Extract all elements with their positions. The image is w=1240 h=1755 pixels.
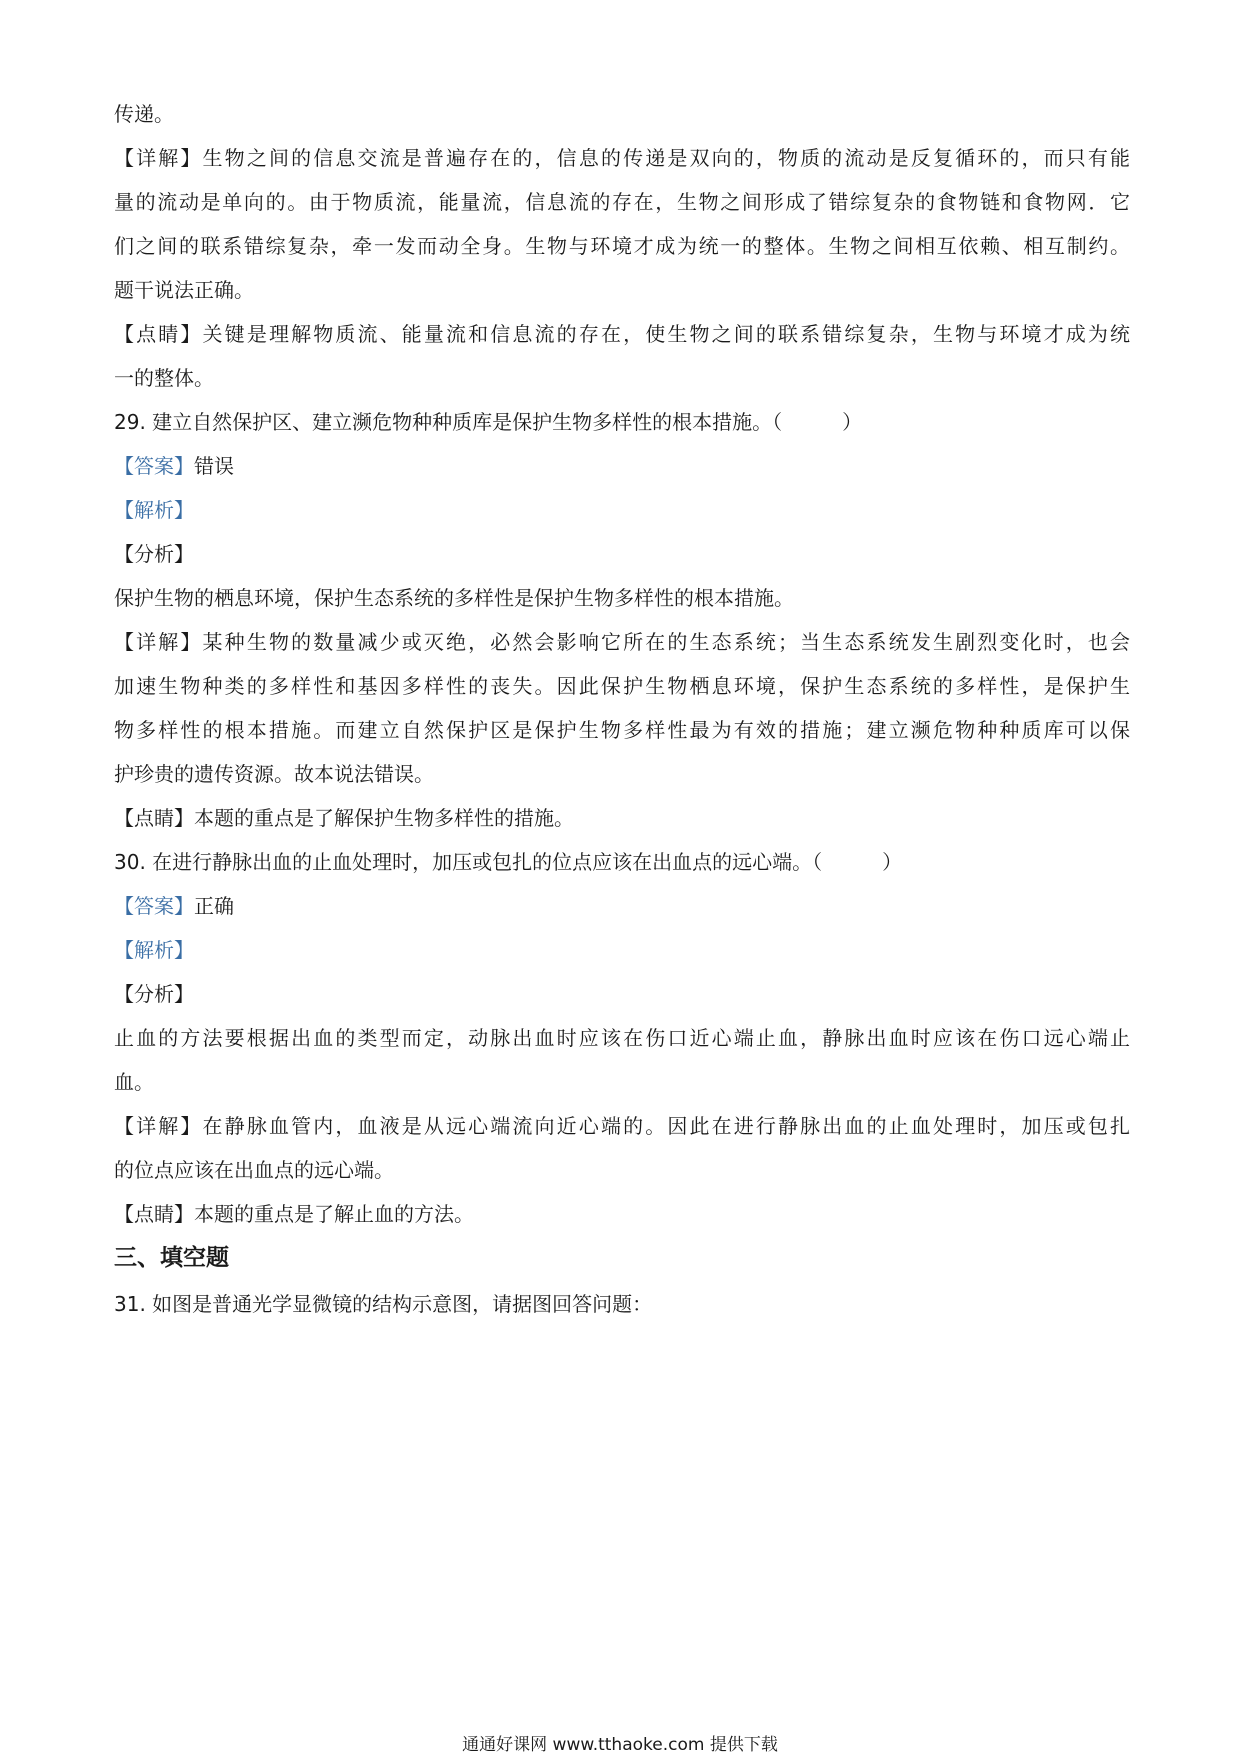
text-line: 【详解】某种生物的数量减少或灭绝，必然会影响它所在的生态系统；当生态系统发生剧烈变化时，也会: [114, 630, 1131, 654]
text-line: 【点睛】本题的重点是了解保护生物多样性的措施。: [114, 806, 574, 830]
text-line: 量的流动是单向的。由于物质流，能量流，信息流的存在，生物之间形成了错综复杂的食物链和食物网．它: [114, 190, 1130, 214]
section-title: 三、填空题: [114, 1245, 229, 1271]
text-line: 【详解】在静脉血管内，血液是从远心端流向近心端的。因此在进行静脉出血的止血处理时，加压或包扎: [114, 1114, 1131, 1138]
text-line: 一的整体。: [114, 366, 214, 390]
text-line: 止血的方法要根据出血的类型而定，动脉出血时应该在伤口近心端止血，静脉出血时应该在伤口远心端止: [114, 1026, 1130, 1050]
fenxi-label: 【分析】: [114, 542, 194, 566]
text-line: 【详解】生物之间的信息交流是普遍存在的，信息的传递是双向的，物质的流动是反复循环的，而只有能: [114, 146, 1131, 170]
text-line: 们之间的联系错综复杂，牵一发而动全身。生物与环境才成为统一的整体。生物之间相互依赖、相互制约。: [114, 234, 1130, 258]
question-31: 31. 如图是普通光学显微镜的结构示意图，请据图回答问题：: [114, 1292, 653, 1316]
footer: 通通好课网 www.tthaoke.com 提供下载: [462, 1735, 778, 1755]
question-30: 30. 在进行静脉出血的止血处理时，加压或包扎的位点应该在出血点的远心端。（ ）: [114, 850, 903, 874]
text-line: 【点睛】本题的重点是了解止血的方法。: [114, 1202, 474, 1226]
text-line: 血。: [114, 1070, 154, 1094]
text-line: 护珍贵的遗传资源。故本说法错误。: [114, 762, 434, 786]
text-line: 传递。: [114, 102, 174, 126]
text-line: 物多样性的根本措施。而建立自然保护区是保护生物多样性最为有效的措施；建立濒危物种种质库可以保: [114, 718, 1130, 742]
text-line: 【点睛】关键是理解物质流、能量流和信息流的存在，使生物之间的联系错综复杂，生物与环境才成为统: [114, 322, 1131, 346]
question-29: 29. 建立自然保护区、建立濒危物种种质库是保护生物多样性的根本措施。（ ）: [114, 410, 863, 434]
text-line: 加速生物种类的多样性和基因多样性的丧失。因此保护生物栖息环境，保护生态系统的多样性，是保护生: [114, 674, 1130, 698]
text-line: 的位点应该在出血点的远心端。: [114, 1158, 394, 1182]
fenxi-label: 【分析】: [114, 982, 194, 1006]
analysis-label: 【解析】: [114, 938, 194, 962]
answer-line: 【答案】正确: [114, 894, 234, 918]
analysis-label: 【解析】: [114, 498, 194, 522]
text-line: 保护生物的栖息环境，保护生态系统的多样性是保护生物多样性的根本措施。: [114, 586, 794, 610]
answer-line: 【答案】错误: [114, 454, 234, 478]
text-line: 题干说法正确。: [114, 278, 254, 302]
